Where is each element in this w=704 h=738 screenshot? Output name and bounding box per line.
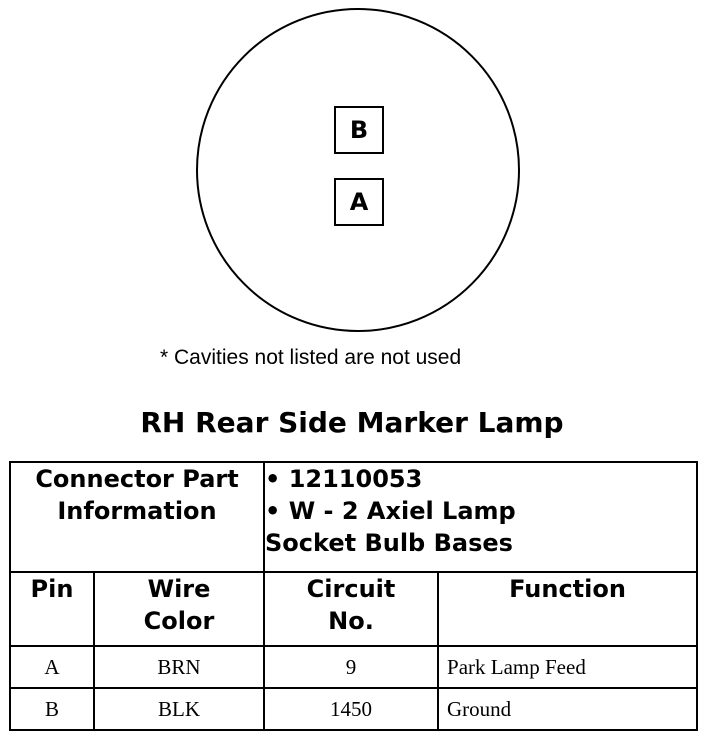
col-header-circuit bbox=[264, 572, 438, 646]
cell-circuit: 1450 bbox=[264, 688, 438, 730]
cell-function: Ground bbox=[438, 688, 697, 730]
cell-pin: B bbox=[10, 688, 94, 730]
part-info-label bbox=[10, 462, 264, 572]
cell-wire-color: BLK bbox=[94, 688, 264, 730]
col-header-circuit-line1: Circuit bbox=[306, 575, 396, 603]
col-header-pin: Pin bbox=[10, 572, 94, 646]
col-header-wire-line1: Wire bbox=[147, 575, 211, 603]
part-info-row bbox=[10, 462, 697, 572]
cell-pin: A bbox=[10, 646, 94, 688]
diagram-title: RH Rear Side Marker Lamp bbox=[140, 406, 564, 439]
cell-wire-color: BRN bbox=[94, 646, 264, 688]
col-header-function: Function bbox=[438, 572, 697, 646]
part-description-line1: • W - 2 Axiel Lamp bbox=[265, 497, 516, 525]
cavity-b: B bbox=[334, 106, 384, 154]
part-info-label-line2: Information bbox=[57, 497, 217, 525]
cell-function: Park Lamp Feed bbox=[438, 646, 697, 688]
pinout-table bbox=[9, 461, 698, 731]
part-number: • 12110053 bbox=[265, 465, 423, 493]
col-header-wire-line2: Color bbox=[143, 607, 215, 635]
table-row bbox=[10, 688, 697, 730]
cell-circuit: 9 bbox=[264, 646, 438, 688]
cavity-a: A bbox=[334, 178, 384, 226]
part-info-value bbox=[264, 462, 697, 572]
col-header-circuit-line2: No. bbox=[328, 607, 374, 635]
table-row bbox=[10, 646, 697, 688]
part-info-label-line1: Connector Part bbox=[35, 465, 239, 493]
unused-cavities-note: * Cavities not listed are not used bbox=[160, 346, 462, 369]
connector-face-diagram bbox=[196, 8, 520, 332]
part-description-line2: Socket Bulb Bases bbox=[265, 529, 513, 557]
col-header-wire-color bbox=[94, 572, 264, 646]
column-header-row bbox=[10, 572, 697, 646]
